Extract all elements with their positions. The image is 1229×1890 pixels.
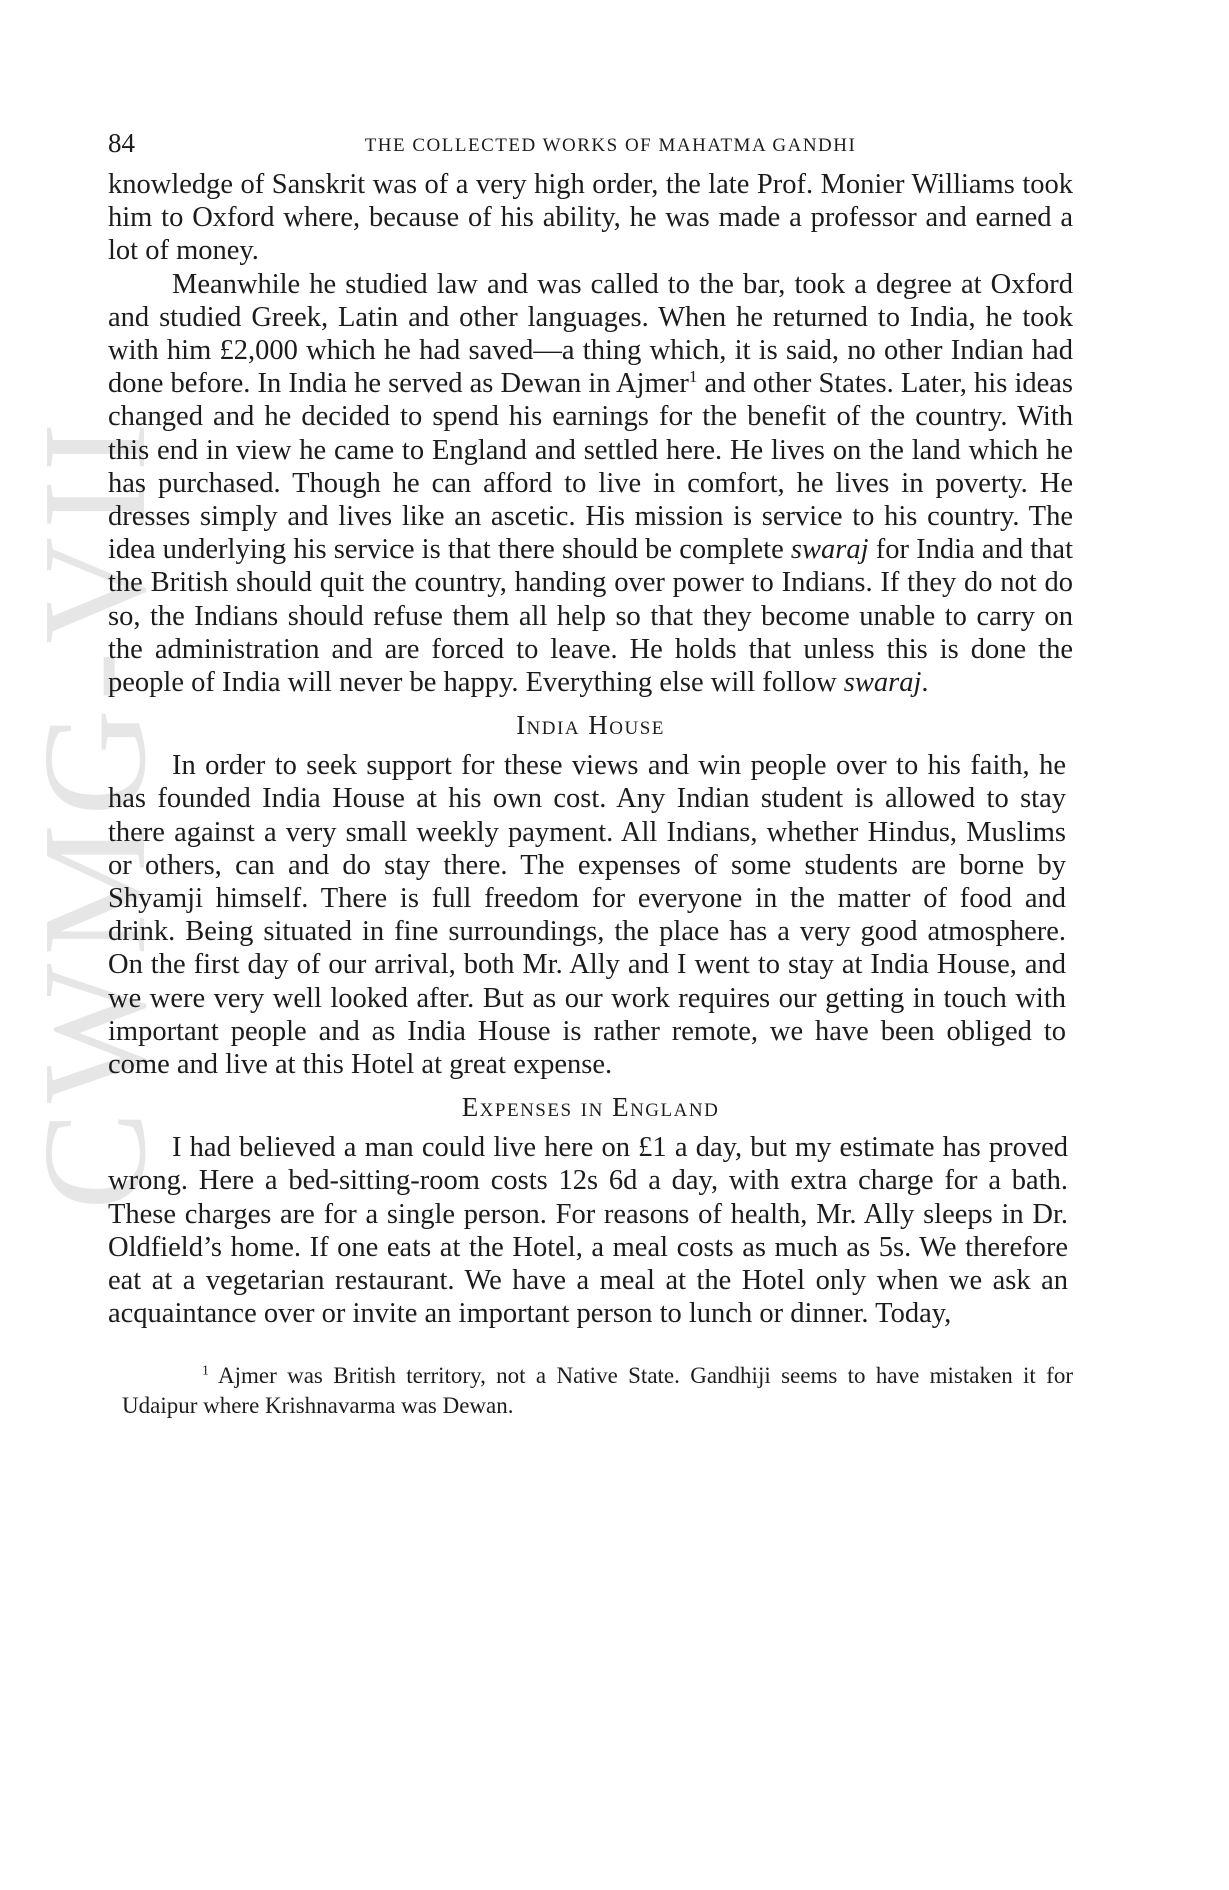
paragraph-2-part-b: and other States. Later, his ideas changed and he decided to spend his earnings for the benefit of the country. With this end in view he came to England and settled here. He lives on the land which he has purchased. Though he can afford to live in comfort, he lives in poverty. He dresses simply and lives like an ascetic. His mission is service to his country. The idea underlying his service is that there should be complete (108, 368, 1074, 566)
italic-term: swaraj (790, 534, 869, 566)
body-text (108, 168, 1073, 1331)
section-heading-expenses: Expenses in England (461, 1092, 720, 1123)
paragraph-1: knowledge of Sanskrit was of a very high order, the late Prof. Monier Williams took him to Oxford where, because of his ability, he was made a professor and earned a lot of money. (108, 169, 1073, 267)
footnote-reference[interactable]: 1 (688, 366, 698, 386)
page-header (108, 128, 1073, 168)
page-number: 84 (108, 128, 135, 158)
italic-term: swaraj (843, 667, 922, 699)
paragraph-2 (108, 268, 1073, 700)
section-heading-india-house: India House (516, 710, 665, 741)
footnote-text: Ajmer was British territory, not a Native State. Gandhiji seems to have mistaken it for Udaipur where Krishnavarma was Dewan. (122, 1362, 1073, 1418)
footnote (122, 1361, 1073, 1421)
paragraph-expenses: I had believed a man could live here on £1 a day, but my estimate has proved wrong. Here a bed-sitting-room costs 12s 6d a day, with extra charge for a bath. These charges are for a single person. For reasons of health, Mr. Ally sleeps in Dr. Oldfield’s home. If one eats at the Hotel, a meal costs as much as 5s. We therefore eat at a vegetarian restaurant. We have a meal at the Hotel only when we ask an acquaintance over or invite an important person to lunch or dinner. Today, (108, 1132, 1068, 1330)
running-title: THE COLLECTED WORKS OF MAHATMA GANDHI (364, 135, 857, 156)
footnote-marker: 1 (202, 1362, 209, 1378)
paragraph-india-house: In order to seek support for these views and win people over to his faith, he has founded India House at his own cost. Any Indian student is allowed to stay there against a very small weekly payment. All Indians, whether Hindus, Muslims or others, can and do stay there. The expenses of some students are borne by Shyamji himself. There is full freedom for everyone in the matter of food and drink. Being situated in fine surroundings, the place has a very good atmosphere. On the first day of our arrival, both Mr. Ally and I went to stay at India House, and we were very well looked after. But as our work requires our getting in touch with important people and as India House is rather remote, we have been obliged to come and live at this Hotel at great expense. (108, 750, 1066, 1081)
paragraph-2-part-a: Meanwhile he studied law and was called to the bar, took a degree at Oxford and studied Greek, Latin and other languages. When he returned to India, he took with him £2,000 which he had saved—a thing which, it is said, no other Indian had done before. In India he served as Dewan in Ajmer (108, 268, 1073, 400)
watermark: CWMG-VII (13, 414, 177, 1210)
paragraph-2-part-d: . (921, 667, 929, 699)
document-page (108, 128, 1073, 1421)
paragraph-2-part-c: for India and that the British should quit the country, handing over power to Indians. If they do not do so, the Indians should refuse them all help so that they become unable to carry on the administration and are forced to leave. He holds that unless this is done the people of India will never be happy. Everything else will follow (108, 534, 1073, 699)
